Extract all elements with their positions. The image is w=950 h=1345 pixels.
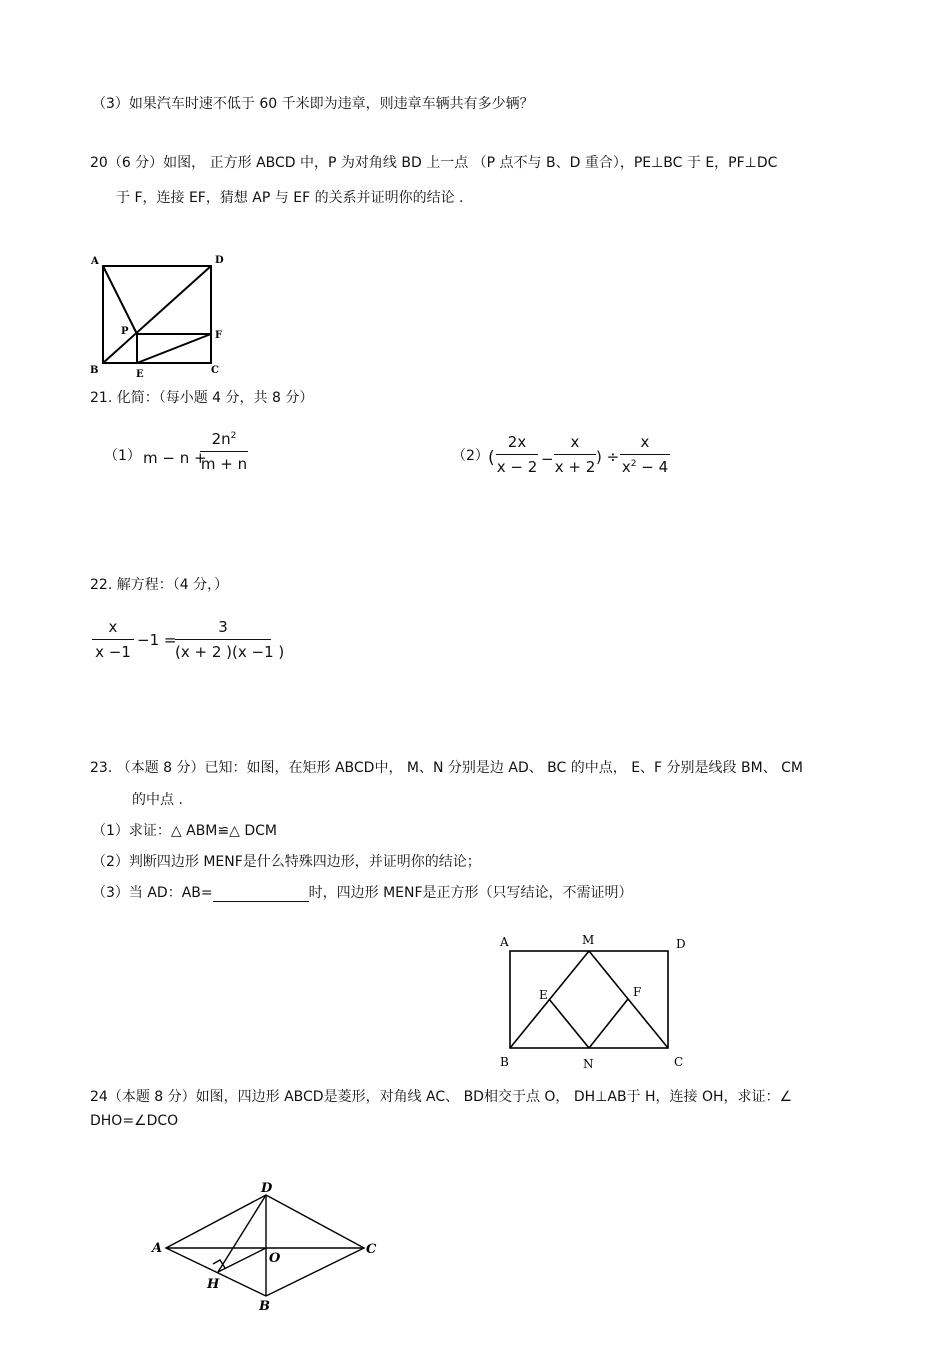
q21-part1-num: 2n: [211, 430, 231, 448]
q21-part2-f2-num: x: [570, 433, 580, 451]
question-23-sub-3: [92, 884, 633, 902]
label-c: C: [366, 1242, 377, 1257]
q23-sub-3-post: 时，四边形 MENF是正方形（只写结论，不需证明）: [308, 885, 633, 901]
label-d: D: [261, 1181, 273, 1196]
q22-rhs-fraction: [175, 618, 285, 661]
label-p: P: [121, 326, 129, 337]
label-d: D: [676, 937, 686, 951]
q21-part1-num-exp: 2: [230, 431, 237, 441]
q21-part2-open: (: [488, 448, 495, 468]
question-21-title: 21. 化简：（每小题 4 分，共 8 分）: [90, 390, 314, 406]
q21-part2-f1-den: x − 2: [496, 458, 538, 476]
label-f: F: [633, 985, 642, 999]
q22-lhs-fraction: [92, 618, 134, 661]
q21-part2-f2-den: x + 2: [554, 458, 596, 476]
label-a: A: [91, 256, 99, 267]
question-23-line-1: 23. （本题 8 分）已知：如图，在矩形 ABCD中， M、N 分别是边 AD、 BC 的中点， E、F 分别是线段 BM、 CM: [90, 760, 803, 776]
label-a: A: [152, 1241, 163, 1256]
label-c: C: [211, 365, 219, 376]
label-e: E: [539, 988, 548, 1002]
label-h: H: [207, 1277, 220, 1292]
q22-middle: −1 =: [137, 631, 177, 649]
q21-part2-minus: −: [541, 450, 554, 468]
q21-part2-f3-num: x: [640, 433, 650, 451]
label-e: E: [136, 369, 144, 380]
q21-part2-close: ) ÷: [596, 448, 620, 466]
question-23-sub-1: （1）求证：△ ABM≌△ DCM: [92, 823, 277, 839]
question-23-line-2: 的中点 .: [132, 792, 183, 808]
label-d: D: [215, 255, 224, 266]
answer-blank[interactable]: [213, 887, 309, 902]
q21-part1-label: （1）: [104, 448, 141, 464]
label-c: C: [674, 1055, 684, 1069]
label-n: N: [583, 1057, 594, 1071]
question-23-sub-2: （2）判断四边形 MENF是什么特殊四边形，并证明你的结论；: [92, 854, 481, 870]
question-24-line-1: 24（本题 8 分）如图，四边形 ABCD是菱形，对角线 AC、 BD相交于点 O， DH⊥AB于 H，连接 OH，求证：∠: [90, 1089, 793, 1105]
label-b: B: [90, 365, 99, 376]
q21-part1-fraction: [200, 430, 248, 473]
label-o: O: [269, 1251, 281, 1266]
q22-lhs-den: x −1: [95, 643, 131, 661]
q22-rhs-den: (x + 2 )(x −1 ): [175, 643, 285, 661]
q21-part2-f1-num: 2x: [507, 433, 527, 451]
question-20-line-2: 于 F，连接 EF，猜想 AP 与 EF 的关系并证明你的结论 .: [116, 190, 464, 206]
question-19-part-3: （3）如果汽车时速不低于 60 千米即为违章，则违章车辆共有多少辆？: [92, 96, 534, 112]
q21-part2-f3-den-rest: − 4: [636, 458, 669, 476]
label-f: F: [215, 330, 223, 341]
label-a: A: [500, 935, 509, 949]
q21-part2-fraction-2: [554, 433, 596, 476]
q23-sub-3-pre: （3）当 AD：AB=: [92, 885, 213, 901]
question-20-line-1: 20（6 分）如图， 正方形 ABCD 中，P 为对角线 BD 上一点 （P 点不与 B、D 重合），PE⊥BC 于 E，PF⊥DC: [90, 155, 778, 171]
question-24-line-2: DHO=∠DCO: [90, 1113, 179, 1129]
q21-part2-f3-den-base: x: [621, 458, 631, 476]
label-b: B: [259, 1299, 270, 1314]
q21-part2-fraction-3: [620, 433, 670, 476]
label-b: B: [500, 1055, 509, 1069]
q21-part2-f3-den-exp: 2: [630, 459, 637, 469]
q21-part1-den: m + n: [200, 455, 248, 473]
q22-rhs-num: 3: [218, 618, 228, 636]
q21-part1-lead: m − n +: [143, 449, 207, 467]
question-22-title: 22. 解方程：（4 分，）: [90, 577, 229, 593]
q21-part2-fraction-1: [496, 433, 538, 476]
label-m: M: [582, 933, 595, 947]
q21-part2-label: （2）: [452, 448, 489, 464]
q22-lhs-num: x: [108, 618, 118, 636]
